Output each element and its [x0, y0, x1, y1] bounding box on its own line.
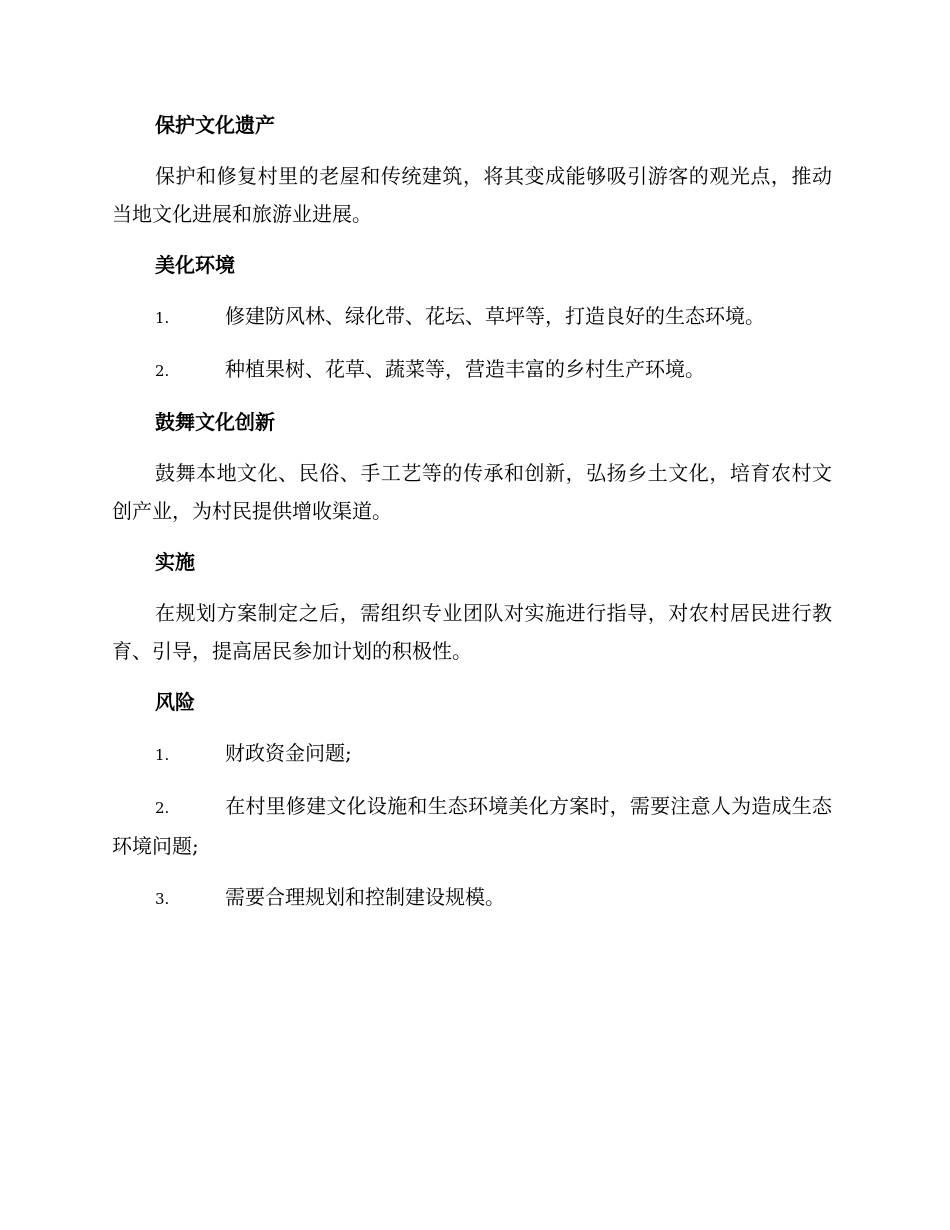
list-item	[112, 734, 832, 774]
list-number: 2.	[155, 799, 170, 817]
section-heading-environment: 美化环境	[155, 253, 235, 277]
section-paragraph-implementation: 在规划方案制定之后，需组织专业团队对实施进行指导，对农村居民进行教育、引导，提高居民参加计划的积极性。	[112, 601, 832, 663]
section-heading-risks: 风险	[155, 690, 195, 714]
list-item-text: 在村里修建文化设施和生态环境美化方案时，需要注意人为造成生态环境问题;	[112, 794, 832, 858]
list-item-text: 需要合理规划和控制建设规模。	[225, 885, 505, 909]
list-number: 1.	[155, 309, 170, 327]
section-paragraph-innovation: 鼓舞本地文化、民俗、手工艺等的传承和创新，弘扬乡土文化，培育农村文创产业，为村民提供增收渠道。	[112, 461, 832, 523]
section-heading-innovation: 鼓舞文化创新	[155, 410, 275, 434]
list-item-text: 种植果树、花草、蔬菜等，营造丰富的乡村生产环境。	[225, 357, 705, 381]
list-item	[112, 350, 832, 390]
list-number: 3.	[155, 890, 170, 908]
list-number: 1.	[155, 746, 170, 764]
section-heading-heritage: 保护文化遗产	[155, 113, 275, 137]
section-heading-implementation: 实施	[155, 550, 195, 574]
list-item-text: 财政资金问题;	[225, 741, 352, 765]
section-paragraph-heritage: 保护和修复村里的老屋和传统建筑，将其变成能够吸引游客的观光点，推动当地文化进展和旅游业进展。	[112, 164, 832, 226]
list-item	[112, 787, 832, 865]
list-item	[112, 297, 832, 337]
list-number: 2.	[155, 362, 170, 380]
list-item	[112, 878, 832, 918]
list-item-text: 修建防风林、绿化带、花坛、草坪等，打造良好的生态环境。	[225, 304, 765, 328]
document-body	[112, 106, 832, 931]
